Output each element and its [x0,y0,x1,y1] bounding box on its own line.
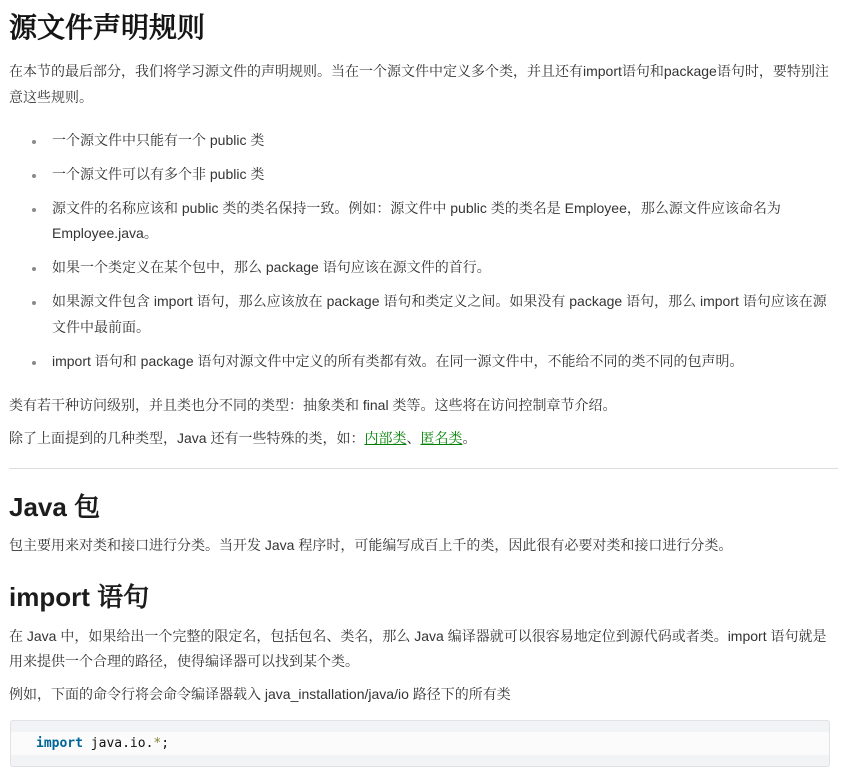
rule-list [9,128,838,375]
rule-item: • 一个源文件可以有多个非 public 类 [46,162,838,188]
special-classes-paragraph [9,426,838,452]
example-paragraph: 例如，下面的命令行将会命令编译器载入 java_installation/java/io 路径下的所有类 [9,686,511,703]
code-operator: * [153,736,162,752]
rule-item: • import 语句和 package 语句对源文件中定义的所有类都有效。在同一源文件中，不能给不同的类不同的包声明。 [46,349,838,375]
section-title-java-package: Java 包 [9,491,101,522]
import-paragraph: 在 Java 中，如果给出一个完整的限定名，包括包名、类名，那么 Java 编译器就可以很容易地定位到源代码或者类。import 语句就是用来提供一个合理的路径，使得编译器可以找到某个类。 [9,627,827,670]
inner-class-link[interactable]: 内部类 [364,429,407,446]
rule-item: • 源文件的名称应该和 public 类的类名保持一致。例如：源文件中 public 类的类名是 Employee，那么源文件应该命名为Employee.java。 [46,196,838,248]
code-line [11,732,829,755]
code-plain: java.io. [82,736,154,752]
section-divider [9,468,838,469]
code-keyword: import [36,736,83,752]
intro-paragraph: 在本节的最后部分，我们将学习源文件的声明规则。当在一个源文件中定义多个类，并且还有import语句和package语句时，要特别注意这些规则。 [9,63,829,105]
sentence-end: 。 [462,429,477,446]
rule-item: • 一个源文件中只能有一个 public 类 [46,128,838,154]
rule-item: • 如果一个类定义在某个包中，那么 package 语句应该在源文件的首行。 [46,255,838,281]
code-semicolon: ; [161,736,170,752]
page-title: 源文件声明规则 [9,12,206,43]
package-paragraph: 包主要用来对类和接口进行分类。当开发 Java 程序时，可能编写成百上千的类，因此很有必要对类和接口进行分类。 [9,537,733,554]
code-block [10,720,830,767]
link-separator: 、 [406,429,421,446]
access-levels-paragraph: 类有若干种访问级别，并且类也分不同的类型：抽象类和 final 类等。这些将在访问控制章节介绍。 [9,396,617,413]
anonymous-class-link[interactable]: 匿名类 [420,429,463,446]
section-title-import-statement: import 语句 [9,582,150,613]
rule-item: • 如果源文件包含 import 语句，那么应该放在 package 语句和类定义之间。如果没有 package 语句，那么 import 语句应该在源文件中最前面。 [46,289,838,341]
special-classes-text: 除了上面提到的几种类型，Java 还有一些特殊的类，如： [9,429,365,446]
